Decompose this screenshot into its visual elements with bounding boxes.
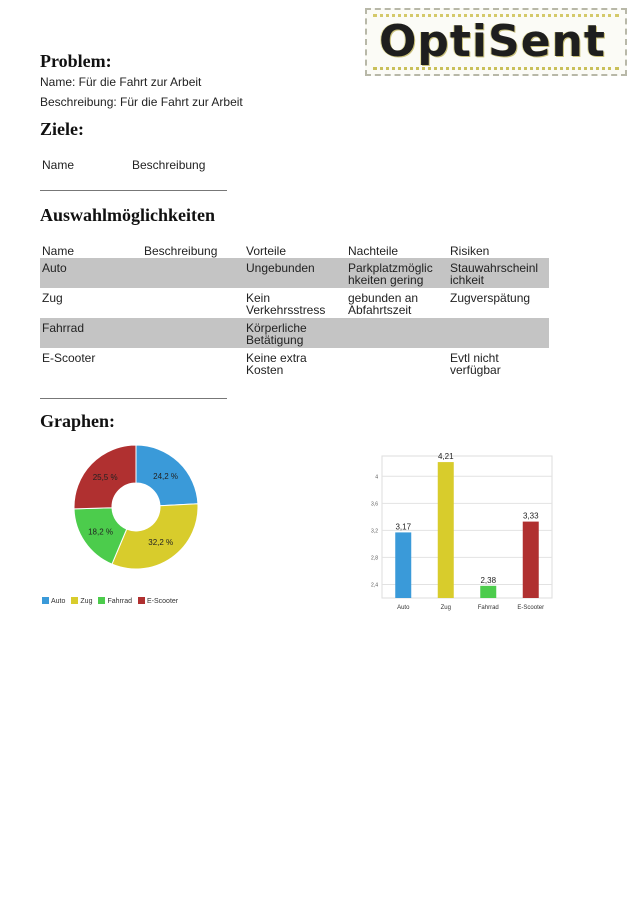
bar-value-label: 3,33 bbox=[522, 511, 539, 521]
ziele-divider bbox=[40, 190, 227, 191]
y-tick-label: 3,2 bbox=[371, 528, 378, 535]
ziele-col-description: Beschreibung bbox=[132, 158, 206, 172]
ziele-heading: Ziele: bbox=[40, 119, 84, 139]
table-header: Beschreibung bbox=[144, 244, 218, 258]
bar-chart bbox=[362, 450, 562, 615]
table-cell: Auto bbox=[42, 261, 67, 275]
bar-value-label: 3,17 bbox=[395, 522, 412, 532]
table-cell: E-Scooter bbox=[42, 351, 96, 365]
table-cell: Körperliche Betätigung bbox=[246, 321, 307, 347]
bar-value-label: 4,21 bbox=[437, 452, 454, 462]
legend-swatch bbox=[98, 597, 105, 604]
table-cell: Evtl nicht verfügbar bbox=[450, 351, 501, 377]
legend-label: Zug bbox=[80, 598, 93, 605]
donut-slice-label: 25,5 % bbox=[92, 473, 118, 483]
legend-label: E-Scooter bbox=[146, 598, 179, 605]
table-cell: Keine extra Kosten bbox=[246, 351, 307, 377]
donut-slice-label: 18,2 % bbox=[88, 527, 113, 537]
legend-label: Auto bbox=[51, 598, 66, 605]
legend-swatch bbox=[138, 597, 145, 604]
x-tick-label: Zug bbox=[440, 605, 451, 611]
bar-e-scooter bbox=[523, 522, 539, 598]
bar-auto bbox=[395, 532, 411, 598]
logo-text: OptiSent bbox=[379, 16, 606, 67]
table-header: Vorteile bbox=[246, 244, 287, 258]
legend-swatch bbox=[71, 597, 78, 604]
donut-legend bbox=[42, 597, 178, 605]
table-header: Nachteile bbox=[348, 244, 399, 258]
problem-heading: Problem: bbox=[40, 51, 112, 71]
donut-slice-label: 24,2 % bbox=[153, 471, 179, 481]
table-cell: Stauwahrscheinl ichkeit bbox=[450, 261, 539, 287]
legend-swatch bbox=[42, 597, 49, 604]
problem-description: Beschreibung: Für die Fahrt zur Arbeit bbox=[40, 95, 243, 109]
table-cell: Zugverspätung bbox=[450, 291, 531, 305]
donut-slice-label: 32,2 % bbox=[148, 538, 174, 548]
y-tick-label: 3,6 bbox=[371, 501, 378, 508]
legend-item bbox=[71, 597, 92, 605]
table-cell: Kein Verkehrsstress bbox=[246, 291, 326, 317]
y-tick-label: 4 bbox=[375, 474, 378, 481]
optisent-logo bbox=[365, 8, 627, 76]
problem-name: Name: Für die Fahrt zur Arbeit bbox=[40, 75, 202, 89]
legend-item bbox=[138, 597, 178, 605]
y-tick-label: 2,8 bbox=[371, 555, 378, 562]
donut-chart bbox=[65, 445, 225, 585]
y-tick-label: 2,4 bbox=[371, 582, 378, 589]
graphen-heading: Graphen: bbox=[40, 411, 116, 431]
table-cell: gebunden an Abfahrtszeit bbox=[348, 291, 419, 317]
auswahl-divider bbox=[40, 398, 227, 399]
legend-label: Fahrrad bbox=[107, 598, 132, 605]
table-cell: Ungebunden bbox=[246, 261, 315, 275]
donut-slice-zug bbox=[112, 504, 198, 569]
bar-fahrrad bbox=[480, 586, 496, 598]
legend-item bbox=[98, 597, 132, 605]
table-cell: Parkplatzmöglic hkeiten gering bbox=[348, 261, 433, 287]
bar-zug bbox=[438, 462, 454, 598]
table-cell: Fahrrad bbox=[42, 321, 85, 335]
ziele-col-name: Name bbox=[42, 158, 75, 172]
auswahl-heading: Auswahlmöglichkeiten bbox=[40, 205, 216, 225]
x-tick-label: Fahrrad bbox=[477, 605, 499, 611]
table-cell: Zug bbox=[42, 291, 63, 305]
bar-value-label: 2,38 bbox=[480, 575, 497, 585]
table-header: Risiken bbox=[450, 244, 490, 258]
x-tick-label: E-Scooter bbox=[517, 605, 545, 611]
table-header: Name bbox=[42, 244, 75, 258]
x-tick-label: Auto bbox=[397, 605, 410, 611]
legend-item bbox=[42, 597, 65, 605]
